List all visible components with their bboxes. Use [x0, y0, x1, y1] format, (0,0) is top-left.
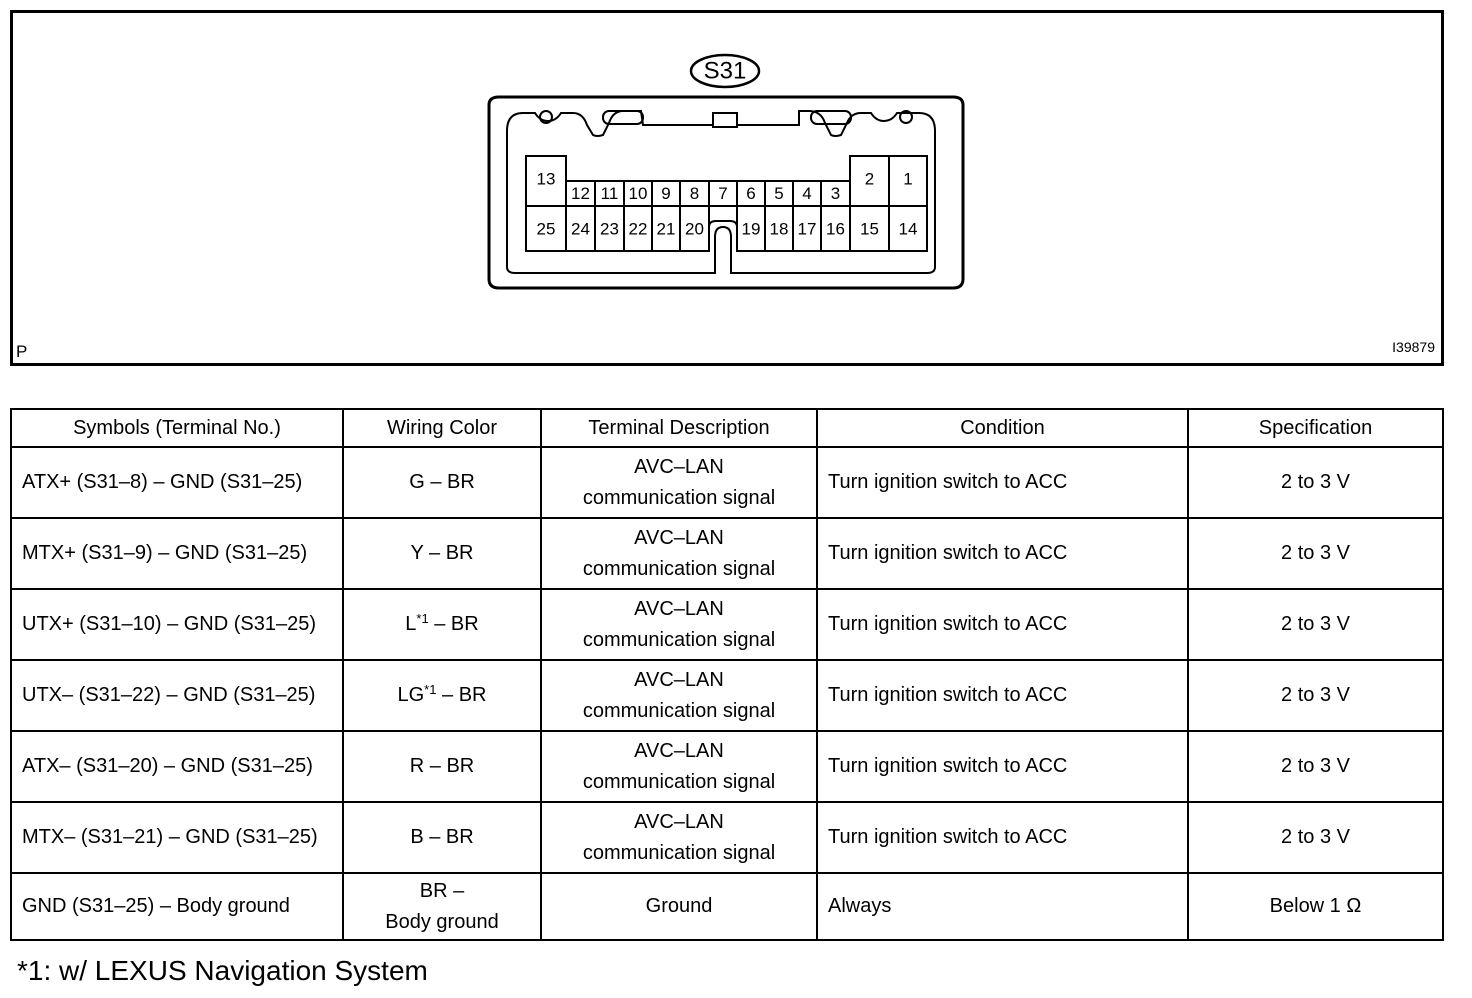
header-symbols: Symbols (Terminal No.) — [11, 409, 343, 447]
pin-13 — [526, 156, 566, 206]
cell-description: AVC–LAN communication signal — [541, 802, 817, 873]
pin-label: 23 — [600, 219, 619, 239]
pin-19 — [737, 206, 765, 251]
pin-label: 9 — [661, 183, 671, 203]
cell-wiring-color: G – BR — [343, 447, 541, 518]
cell-description: Ground — [541, 873, 817, 940]
image-id: I39879 — [1392, 339, 1435, 355]
pin-label: 8 — [689, 183, 700, 203]
header-terminal-description: Terminal Description — [541, 409, 817, 447]
header-condition: Condition — [817, 409, 1188, 447]
cell-description: AVC–LAN communication signal — [541, 589, 817, 660]
pin-label: 12 — [571, 183, 590, 203]
pin-11 — [595, 181, 624, 206]
pin-label: 3 — [830, 183, 841, 203]
pin-5 — [765, 181, 793, 206]
corner-label: P — [16, 342, 28, 361]
pin-label: 22 — [628, 219, 648, 239]
terminal-spec-table — [10, 408, 1444, 941]
pin-label: 4 — [802, 183, 812, 203]
pin-label: 2 — [864, 169, 875, 189]
pin-label: 14 — [898, 219, 918, 239]
cell-condition: Turn ignition switch to ACC — [817, 589, 1188, 660]
table-row — [11, 447, 1443, 518]
pin-label: 24 — [571, 219, 590, 239]
pin-label: 25 — [536, 219, 556, 239]
cell-description: AVC–LAN communication signal — [541, 518, 817, 589]
pin-16 — [821, 206, 850, 251]
table-row — [11, 873, 1443, 940]
cell-symbol: MTX– (S31–21) – GND (S31–25) — [11, 802, 343, 873]
pin-label: 17 — [797, 219, 817, 239]
cell-symbol: GND (S31–25) – Body ground — [11, 873, 343, 940]
pin-10 — [624, 181, 652, 206]
cell-specification: 2 to 3 V — [1188, 518, 1443, 589]
cell-specification: 2 to 3 V — [1188, 660, 1443, 731]
pin-21 — [652, 206, 680, 251]
pin-label: 6 — [746, 183, 756, 203]
pin-label: 21 — [656, 219, 676, 239]
cell-symbol: ATX– (S31–20) – GND (S31–25) — [11, 731, 343, 802]
cell-specification: 2 to 3 V — [1188, 802, 1443, 873]
center-key — [713, 113, 737, 127]
pin-6 — [737, 181, 765, 206]
cell-description: AVC–LAN communication signal — [541, 731, 817, 802]
connector-diagram — [10, 10, 1444, 366]
cell-wiring-color: LG$^{*1}$ – BR — [343, 660, 541, 731]
cell-specification: 2 to 3 V — [1188, 589, 1443, 660]
header-specification: Specification — [1188, 409, 1443, 447]
cell-specification: 2 to 3 V — [1188, 447, 1443, 518]
pin-8 — [680, 181, 709, 206]
table-row — [11, 660, 1443, 731]
pin-label: 11 — [600, 183, 619, 203]
cell-wiring-color: B – BR — [343, 802, 541, 873]
pin-17 — [793, 206, 821, 251]
cell-wiring-color: BR – Body ground — [343, 873, 541, 940]
table-row — [11, 589, 1443, 660]
cell-condition: Always — [817, 873, 1188, 940]
pin-label: 1 — [903, 169, 913, 189]
cell-symbol: ATX+ (S31–8) – GND (S31–25) — [11, 447, 343, 518]
center-gap — [709, 221, 737, 251]
pin-label: 16 — [826, 219, 845, 239]
pin-15 — [850, 206, 889, 251]
connector-drawing — [13, 13, 1441, 363]
cell-specification: 2 to 3 V — [1188, 731, 1443, 802]
pin-label: 20 — [685, 219, 704, 239]
pin-22 — [624, 206, 652, 251]
pin-label: 15 — [860, 219, 879, 239]
cell-symbol: MTX+ (S31–9) – GND (S31–25) — [11, 518, 343, 589]
pin-label: 19 — [741, 219, 761, 239]
pin-7 — [709, 181, 737, 206]
pin-2 — [850, 156, 889, 206]
cell-symbol: UTX– (S31–22) – GND (S31–25) — [11, 660, 343, 731]
cell-condition: Turn ignition switch to ACC — [817, 660, 1188, 731]
cell-description: AVC–LAN communication signal — [541, 660, 817, 731]
pin-23 — [595, 206, 624, 251]
table-row — [11, 802, 1443, 873]
pin-24 — [566, 206, 595, 251]
pin-20 — [680, 206, 709, 251]
cell-condition: Turn ignition switch to ACC — [817, 731, 1188, 802]
cell-description: AVC–LAN communication signal — [541, 447, 817, 518]
pin-label: 18 — [769, 219, 789, 239]
pin-14 — [889, 206, 927, 251]
cell-condition: Turn ignition switch to ACC — [817, 518, 1188, 589]
pin-label: 13 — [536, 169, 556, 189]
pin-label: 10 — [628, 183, 648, 203]
table-row — [11, 518, 1443, 589]
cell-wiring-color: R – BR — [343, 731, 541, 802]
pin-9 — [652, 181, 680, 206]
pin-18 — [765, 206, 793, 251]
cell-condition: Turn ignition switch to ACC — [817, 802, 1188, 873]
pin-label: 5 — [774, 183, 784, 203]
pin-12 — [566, 181, 595, 206]
pin-3 — [821, 181, 850, 206]
cell-symbol: UTX+ (S31–10) – GND (S31–25) — [11, 589, 343, 660]
footnote: *1: w/ LEXUS Navigation System — [17, 955, 428, 986]
pin-label: 7 — [718, 183, 728, 203]
cell-wiring-color: Y – BR — [343, 518, 541, 589]
cell-specification: Below 1 Ω — [1188, 873, 1443, 940]
connector-label: S31 — [703, 57, 747, 85]
pin-4 — [793, 181, 821, 206]
table-header-row — [11, 409, 1443, 447]
cell-condition: Turn ignition switch to ACC — [817, 447, 1188, 518]
connector-label-oval — [691, 55, 759, 87]
header-wiring-color: Wiring Color — [343, 409, 541, 447]
pin-1 — [889, 156, 927, 206]
pin-25 — [526, 206, 566, 251]
cell-wiring-color: $L^{*1}$ – BR — [343, 589, 541, 660]
pin-grid — [526, 156, 927, 251]
table-row — [11, 731, 1443, 802]
